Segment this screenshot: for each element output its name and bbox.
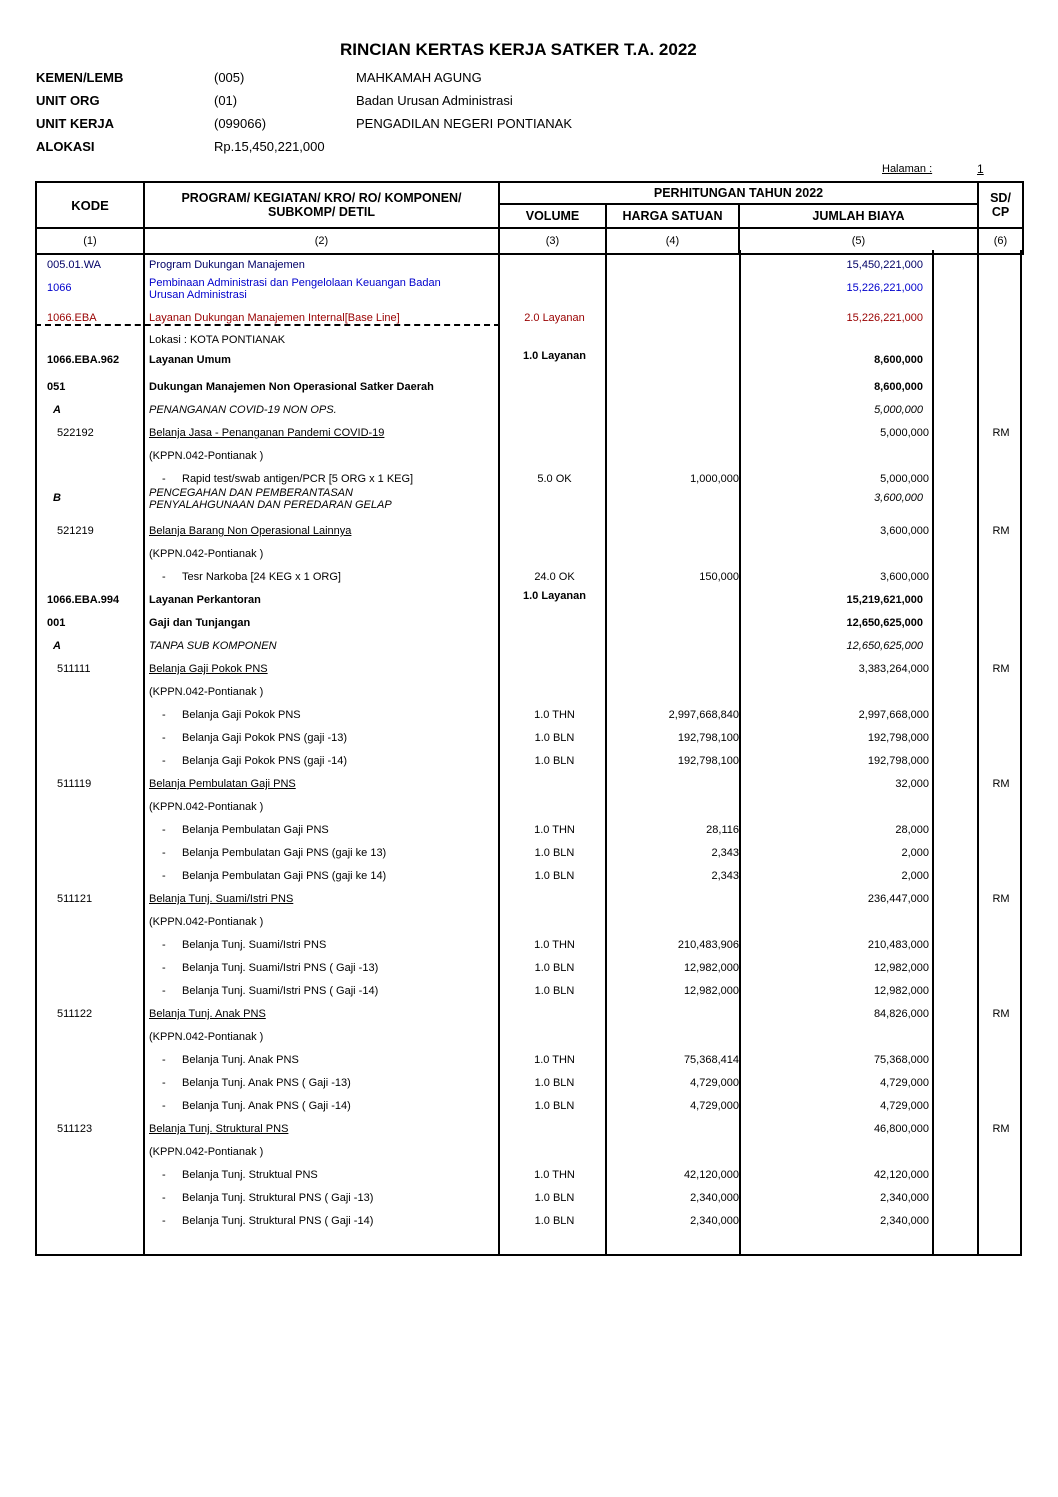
row-volume: 1.0 BLN [534,962,575,974]
table-row [37,1165,1020,1187]
row-description: (KPPN.042-Pontianak ) [149,916,264,928]
row-description-cont: PENYALAHGUNAAN DAN PEREDARAN GELAP [149,499,392,511]
row-jumlah-biaya: 192,798,000 [867,732,929,744]
table-row [37,377,1020,399]
meta-value: Badan Urusan Administrasi [356,93,513,108]
row-jumlah-biaya: 46,800,000 [873,1123,929,1135]
row-jumlah-biaya: 3,600,000 [880,571,929,583]
row-jumlah-biaya: 2,000 [901,870,929,882]
row-kode: 511122 [57,1008,93,1020]
row-jumlah-biaya: 4,729,000 [880,1077,929,1089]
row-volume: 1.0 Layanan [523,350,586,362]
row-description: Belanja Gaji Pokok PNS (gaji -13) [182,732,348,744]
detail-bullet: - [162,709,166,721]
row-sdcp: RM [992,427,1010,439]
row-description: (KPPN.042-Pontianak ) [149,548,264,560]
row-kode: 1066.EBA [47,312,97,324]
table-row [37,935,1020,957]
row-volume: 1.0 BLN [534,870,575,882]
table-row [37,889,1020,911]
row-harga-satuan: 2,343 [711,870,739,882]
row-jumlah-biaya: 236,447,000 [867,893,929,905]
table-row [37,636,1020,658]
row-description: Program Dukungan Manajemen [149,259,305,271]
meta-code: (005) [214,70,245,85]
meta-value: PENGADILAN NEGERI PONTIANAK [356,116,572,131]
row-kode: 511121 [57,893,93,905]
row-description: (KPPN.042-Pontianak ) [149,686,264,698]
meta-code: (099066) [214,116,267,131]
table-row [37,728,1020,750]
col-number-2: (2) [144,228,499,254]
row-description: Belanja Tunj. Anak PNS ( Gaji -13) [182,1077,351,1089]
row-description: Belanja Tunj. Suami/Istri PNS [149,893,294,905]
table-row [37,981,1020,1003]
row-harga-satuan: 4,729,000 [690,1077,739,1089]
detail-bullet: - [162,824,166,836]
table-row [37,400,1020,422]
table-row [37,682,1020,704]
table-row [37,659,1020,681]
row-description: Belanja Pembulatan Gaji PNS [149,778,296,790]
row-description: Dukungan Manajemen Non Operasional Satker Daerah [149,381,434,393]
row-harga-satuan: 2,340,000 [690,1192,739,1204]
row-kode: 511123 [57,1123,93,1135]
row-volume: 2.0 Layanan [524,312,585,324]
table-row [37,705,1020,727]
row-kode: A [53,404,61,416]
col-number-1: (1) [36,228,144,254]
row-description: Belanja Jasa - Penanganan Pandemi COVID-19 [149,427,385,439]
row-sdcp: RM [992,1008,1010,1020]
row-jumlah-biaya: 8,600,000 [874,354,923,366]
row-kode: B [53,492,61,504]
row-description: Lokasi : KOTA PONTIANAK [149,334,286,346]
table-row [37,751,1020,773]
table-row [37,820,1020,842]
table-row [37,488,1020,510]
budget-table-header [35,181,1024,255]
row-harga-satuan: 12,982,000 [683,985,739,997]
row-volume: 1.0 BLN [534,1215,575,1227]
row-harga-satuan: 192,798,100 [677,755,739,767]
detail-bullet: - [162,732,166,744]
row-harga-satuan: 150,000 [699,571,739,583]
row-description: Belanja Pembulatan Gaji PNS (gaji ke 13) [182,847,387,859]
row-description: Belanja Tunj. Suami/Istri PNS ( Gaji -13) [182,962,379,974]
table-row [37,567,1020,589]
row-jumlah-biaya: 210,483,000 [867,939,929,951]
row-jumlah-biaya: 15,450,221,000 [846,259,923,271]
row-description: Rapid test/swab antigen/PCR [5 ORG x 1 KEG] [182,473,414,485]
row-description: Pembinaan Administrasi dan Pengelolaan Keuangan Badan [149,277,441,289]
page-label: Halaman : [882,163,933,175]
budget-table-body [35,250,1022,1256]
row-volume: 1.0 THN [534,1054,575,1066]
table-row [37,423,1020,445]
row-volume: 1.0 BLN [534,1192,575,1204]
row-kode: 1066 [47,282,72,294]
table-row [37,308,1020,330]
meta-code: (01) [214,93,238,108]
row-volume: 1.0 BLN [534,732,575,744]
meta-code: Rp.15,450,221,000 [214,139,325,154]
row-volume: 1.0 THN [534,824,575,836]
row-jumlah-biaya: 3,383,264,000 [858,663,929,675]
row-description: Belanja Tunj. Anak PNS ( Gaji -14) [182,1100,351,1112]
row-harga-satuan: 28,116 [706,824,739,836]
row-jumlah-biaya: 15,226,221,000 [846,312,923,324]
row-kode: 051 [47,381,66,393]
row-jumlah-biaya: 5,000,000 [880,473,929,485]
table-row [37,958,1020,980]
table-row [37,350,1020,372]
row-description: Belanja Pembulatan Gaji PNS [182,824,329,836]
row-volume: 1.0 THN [534,709,575,721]
detail-bullet: - [162,1077,166,1089]
detail-bullet: - [162,985,166,997]
table-row [37,1004,1020,1026]
row-volume: 1.0 THN [534,1169,575,1181]
row-jumlah-biaya: 3,600,000 [874,492,923,504]
row-description: PENCEGAHAN DAN PEMBERANTASAN [149,487,353,499]
row-jumlah-biaya: 4,729,000 [880,1100,929,1112]
meta-label: ALOKASI [36,139,95,154]
table-row [37,544,1020,566]
detail-bullet: - [162,1215,166,1227]
header-kode: KODE [36,182,144,228]
meta-label: UNIT ORG [36,93,100,108]
row-jumlah-biaya: 84,826,000 [873,1008,929,1020]
detail-bullet: - [162,870,166,882]
row-description: Belanja Tunj. Struktural PNS ( Gaji -14) [182,1215,374,1227]
row-description-cont: Urusan Administrasi [149,289,247,301]
table-row [37,613,1020,635]
page-number: 1 [977,162,984,176]
detail-bullet: - [162,847,166,859]
row-description: Belanja Pembulatan Gaji PNS (gaji ke 14) [182,870,387,882]
row-description: Belanja Tunj. Suami/Istri PNS [182,939,327,951]
row-volume: 1.0 BLN [534,847,575,859]
row-description: (KPPN.042-Pontianak ) [149,1031,264,1043]
row-description: Belanja Tunj. Struktural PNS [149,1123,289,1135]
row-jumlah-biaya: 3,600,000 [880,525,929,537]
detail-bullet: - [162,755,166,767]
table-row [37,1119,1020,1141]
header-jumlah: JUMLAH BIAYA [739,204,978,228]
row-description: Layanan Perkantoran [149,594,261,606]
row-jumlah-biaya: 12,650,625,000 [846,617,923,629]
row-jumlah-biaya: 2,997,668,000 [858,709,929,721]
row-kode: 511119 [57,778,92,790]
row-volume: 1.0 BLN [534,1100,575,1112]
row-description: Belanja Tunj. Anak PNS [182,1054,299,1066]
col-number-5: (5) [739,228,978,254]
row-description: (KPPN.042-Pontianak ) [149,1146,264,1158]
table-row [37,1142,1020,1164]
row-kode: 522192 [57,427,94,439]
detail-bullet: - [162,473,166,485]
row-jumlah-biaya: 192,798,000 [867,755,929,767]
row-volume: 1.0 BLN [534,985,575,997]
row-description: Belanja Tunj. Suami/Istri PNS ( Gaji -14) [182,985,379,997]
row-kode: 1066.EBA.962 [47,354,120,366]
row-sdcp: RM [992,525,1010,537]
detail-bullet: - [162,571,166,583]
detail-bullet: - [162,1054,166,1066]
row-harga-satuan: 42,120,000 [683,1169,739,1181]
detail-bullet: - [162,1100,166,1112]
meta-label: UNIT KERJA [36,116,115,131]
row-sdcp: RM [992,663,1010,675]
row-volume: 1.0 THN [534,939,575,951]
row-jumlah-biaya: 28,000 [895,824,929,836]
row-jumlah-biaya: 2,340,000 [880,1215,929,1227]
row-jumlah-biaya: 5,000,000 [880,427,929,439]
detail-bullet: - [162,1169,166,1181]
table-row [37,1096,1020,1118]
row-jumlah-biaya: 15,219,621,000 [846,594,923,606]
row-volume: 24.0 OK [534,571,575,583]
row-description: Belanja Tunj. Anak PNS [149,1008,266,1020]
row-jumlah-biaya: 75,368,000 [873,1054,929,1066]
detail-bullet: - [162,1192,166,1204]
row-jumlah-biaya: 2,000 [901,847,929,859]
row-jumlah-biaya: 5,000,000 [874,404,923,416]
col-number-6: (6) [978,228,1023,254]
row-harga-satuan: 75,368,414 [683,1054,739,1066]
header-perhitungan: PERHITUNGAN TAHUN 2022 [499,182,978,204]
col-number-3: (3) [499,228,606,254]
row-kode: 511111 [57,663,91,675]
header-program: PROGRAM/ KEGIATAN/ KRO/ RO/ KOMPONEN/ SUBKOMP/ DETIL [144,182,499,228]
header-volume: VOLUME [499,204,606,228]
row-volume: 5.0 OK [537,473,572,485]
table-row [37,797,1020,819]
row-kode: 1066.EBA.994 [47,594,120,606]
row-kode: 005.01.WA [47,259,102,271]
row-volume: 1.0 BLN [534,755,575,767]
row-description: Layanan Umum [149,354,231,366]
table-row [37,866,1020,888]
row-kode: 001 [47,617,66,629]
table-row [37,1211,1020,1233]
row-sdcp: RM [992,778,1010,790]
row-harga-satuan: 210,483,906 [677,939,739,951]
row-description: (KPPN.042-Pontianak ) [149,801,264,813]
row-harga-satuan: 1,000,000 [690,473,739,485]
row-jumlah-biaya: 42,120,000 [873,1169,929,1181]
table-row [37,446,1020,468]
row-description: Belanja Gaji Pokok PNS [149,663,268,675]
row-jumlah-biaya: 12,982,000 [873,962,929,974]
meta-label: KEMEN/LEMB [36,70,124,85]
table-row [37,330,1020,352]
table-row [37,1027,1020,1049]
header-harga: HARGA SATUAN [606,204,739,228]
table-row [37,255,1020,277]
row-description: Tesr Narkoba [24 KEG x 1 ORG] [182,571,341,583]
row-kode: 521219 [57,525,94,537]
row-harga-satuan: 2,343 [711,847,739,859]
row-description: Belanja Barang Non Operasional Lainnya [149,525,352,537]
header-sdcp: SD/ CP [978,182,1023,228]
row-jumlah-biaya: 32,000 [895,778,929,790]
detail-bullet: - [162,939,166,951]
table-row [37,590,1020,612]
row-harga-satuan: 12,982,000 [683,962,739,974]
detail-bullet: - [162,962,166,974]
row-harga-satuan: 192,798,100 [677,732,739,744]
document-title: RINCIAN KERTAS KERJA SATKER T.A. 2022 [340,40,697,59]
row-jumlah-biaya: 12,650,625,000 [846,640,923,652]
row-harga-satuan: 2,997,668,840 [668,709,739,721]
row-jumlah-biaya: 2,340,000 [880,1192,929,1204]
row-jumlah-biaya: 15,226,221,000 [846,282,923,294]
row-description: Belanja Tunj. Struktural PNS ( Gaji -13) [182,1192,374,1204]
row-sdcp: RM [992,1123,1010,1135]
row-description: (KPPN.042-Pontianak ) [149,450,264,462]
table-row [37,843,1020,865]
col-number-4: (4) [606,228,739,254]
row-description: Gaji dan Tunjangan [149,617,251,629]
row-kode: A [53,640,61,652]
table-row [37,1073,1020,1095]
row-description: Belanja Gaji Pokok PNS (gaji -14) [182,755,348,767]
row-description: TANPA SUB KOMPONEN [149,640,277,652]
row-harga-satuan: 2,340,000 [690,1215,739,1227]
table-row [37,774,1020,796]
row-sdcp: RM [992,893,1010,905]
row-jumlah-biaya: 12,982,000 [873,985,929,997]
row-volume: 1.0 BLN [534,1077,575,1089]
row-description: Belanja Tunj. Struktual PNS [182,1169,318,1181]
row-description: Belanja Gaji Pokok PNS [182,709,301,721]
meta-value: MAHKAMAH AGUNG [356,70,482,85]
table-row [37,1188,1020,1210]
table-row [37,912,1020,934]
table-row [37,521,1020,543]
table-row [37,1050,1020,1072]
table-row [37,278,1020,300]
row-harga-satuan: 4,729,000 [690,1100,739,1112]
row-jumlah-biaya: 8,600,000 [874,381,923,393]
row-volume: 1.0 Layanan [523,590,586,602]
row-description: Layanan Dukungan Manajemen Internal[Base Line] [149,312,400,324]
row-description: PENANGANAN COVID-19 NON OPS. [149,404,337,416]
